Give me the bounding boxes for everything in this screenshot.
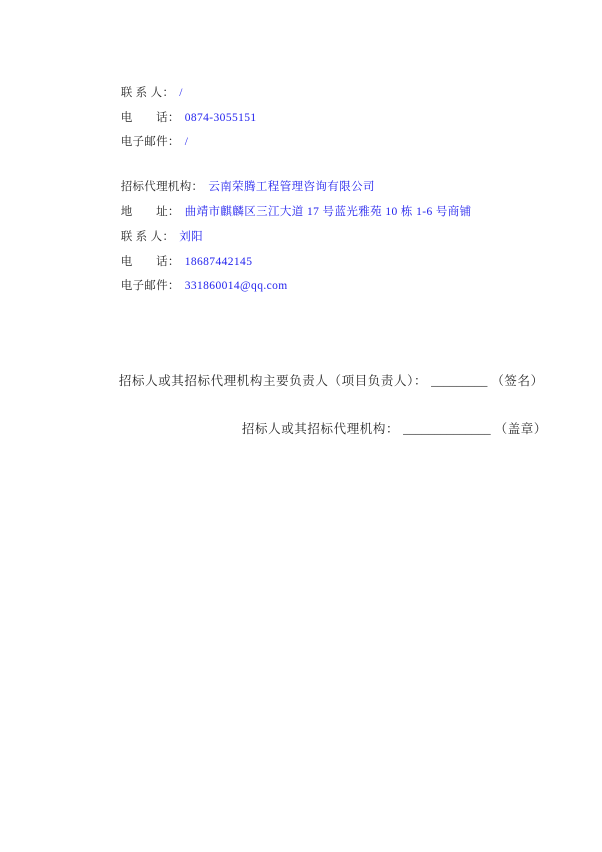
phone-label: 电 话： bbox=[120, 256, 180, 268]
agency-email-line bbox=[108, 264, 288, 309]
principal-signature-suffix: （签名） bbox=[491, 374, 544, 388]
phone-value: 0874-3055151 bbox=[184, 112, 257, 124]
contact-person-value: / bbox=[179, 87, 183, 99]
tenderer-email-line bbox=[108, 120, 188, 165]
phone-value: 18687442145 bbox=[184, 256, 253, 268]
contact-person-label: 联 系 人： bbox=[120, 231, 175, 243]
agency-label: 招标代理机构： bbox=[120, 181, 204, 193]
principal-signature-blank: _________ bbox=[431, 374, 488, 388]
email-label: 电子邮件： bbox=[120, 136, 180, 148]
address-label: 地 址： bbox=[120, 206, 180, 218]
agency-name-value: 云南荣腾工程管理咨询有限公司 bbox=[208, 181, 375, 193]
email-label: 电子邮件： bbox=[120, 280, 180, 292]
organization-seal-text: 招标人或其招标代理机构： bbox=[241, 422, 400, 436]
email-value: 331860014@qq.com bbox=[184, 280, 288, 292]
organization-seal-line bbox=[227, 404, 547, 455]
principal-signature-text: 招标人或其招标代理机构主要负责人（项目负责人）： bbox=[118, 374, 428, 388]
contact-person-label: 联 系 人： bbox=[120, 87, 175, 99]
principal-signature-line bbox=[104, 356, 544, 407]
address-value: 曲靖市麒麟区三江大道 17 号蓝光雅苑 10 栋 1-6 号商铺 bbox=[184, 206, 472, 218]
phone-label: 电 话： bbox=[120, 112, 180, 124]
contact-person-value: 刘阳 bbox=[179, 231, 204, 243]
organization-seal-suffix: （盖章） bbox=[494, 422, 548, 436]
email-value: / bbox=[184, 136, 189, 148]
organization-seal-blank: ______________ bbox=[403, 422, 491, 436]
